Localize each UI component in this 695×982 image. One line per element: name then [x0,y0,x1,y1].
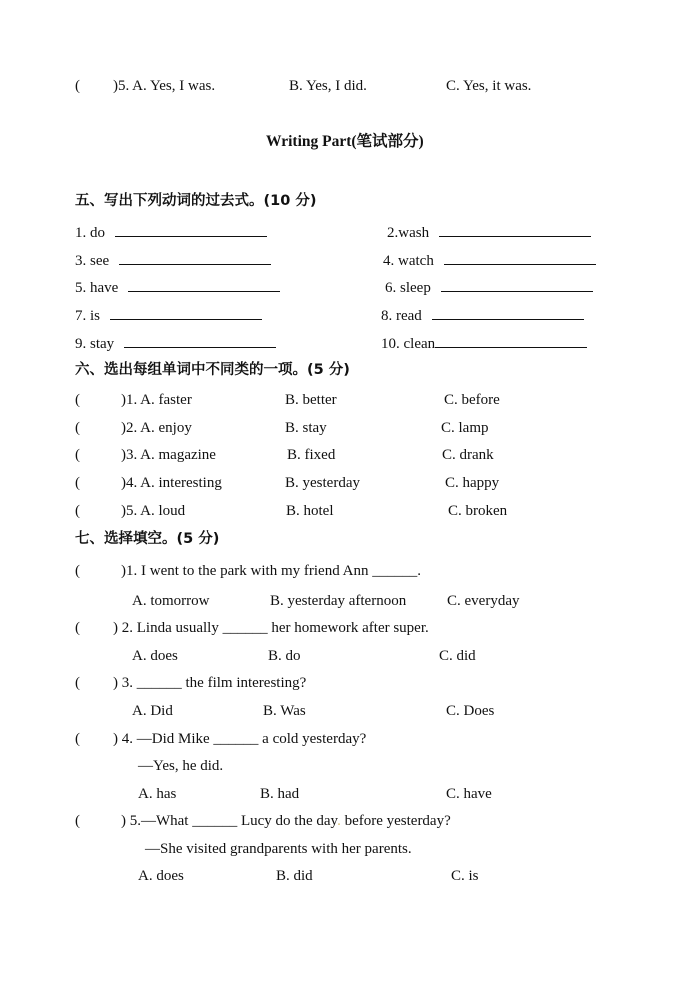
option-b: B. yesterday afternoon [270,593,407,609]
answer-blank [435,333,587,348]
option-a: A. Did [132,703,173,719]
verb-item: 2.wash [387,222,591,242]
option-b: B. stay [285,420,327,436]
answer-blank [115,222,267,237]
answer-paren: ( [75,78,80,94]
option-c: C. before [444,392,500,408]
option-b: B. fixed [287,447,336,463]
answer-blank [432,305,584,320]
writing-part-title: Writing Part(笔试部分) [266,133,424,150]
option-a: )1. A. faster [121,392,192,408]
option-b: B. Was [263,703,306,719]
answer-paren: ( [75,420,80,436]
option-c: C. did [439,648,476,664]
question-stem: )1. I went to the park with my friend Ann ______. [121,563,421,579]
answer-blank [119,250,271,265]
verb-item: 4. watch [383,250,596,270]
verb-item: 10. clean [381,333,587,353]
answer-blank [441,277,593,292]
answer-paren: ( [75,813,80,829]
option-b: B. better [285,392,337,408]
answer-blank [128,277,280,292]
option-a: )5. A. loud [121,503,186,519]
verb-item: 5. have [75,277,280,297]
answer-blank [110,305,262,320]
option-c: C. happy [445,475,500,491]
option-a: A. has [138,786,177,802]
question-stem: ) 2. Linda usually ______ her homework after super. [113,620,429,636]
option-c: C. Does [446,703,495,719]
option-c: C. have [446,786,492,802]
answer-paren: ( [75,503,80,519]
answer-paren: ( [75,731,80,747]
option-b: B. did [276,868,313,884]
question-stem: ) 5.—What ______ Lucy do the day. before yesterday? [121,813,451,829]
verb-item: 8. read [381,305,584,325]
answer-paren: ( [75,475,80,491]
answer-paren: ( [75,447,80,463]
section5-heading: 五、写出下列动词的过去式。(10 分) [75,193,317,209]
option-b: B. had [260,786,300,802]
answer-paren: ( [75,392,80,408]
answer-blank [444,250,596,265]
option-a: )4. A. interesting [121,475,222,491]
answer-paren: ( [75,620,80,636]
verb-item: 9. stay [75,333,276,353]
verb-item: 6. sleep [385,277,593,297]
answer-blank [439,222,591,237]
option-b: B. yesterday [285,475,360,491]
option-a: )2. A. enjoy [121,420,192,436]
section6-heading: 六、选出每组单词中不同类的一项。(5 分) [75,362,350,378]
option-b: B. hotel [286,503,334,519]
question-option-c: C. Yes, it was. [446,78,532,94]
question-stem: ) 4. —Did Mike ______ a cold yesterday? [113,731,367,747]
section7-heading: 七、选择填空。(5 分) [75,531,220,547]
option-b: B. do [268,648,301,664]
verb-item: 7. is [75,305,262,325]
option-a: A. does [138,868,184,884]
option-a: A. tomorrow [132,593,210,609]
option-c: C. everyday [447,593,520,609]
option-c: C. broken [448,503,508,519]
option-c: C. lamp [441,420,489,436]
option-a: A. does [132,648,178,664]
option-c: C. is [451,868,479,884]
question-stem: ) 3. ______ the film interesting? [113,675,307,691]
answer-blank [124,333,276,348]
answer-paren: ( [75,563,80,579]
option-c: C. drank [442,447,494,463]
question-option-b: B. Yes, I did. [289,78,367,94]
answer-line: —She visited grandparents with her parents. [145,841,412,857]
answer-paren: ( [75,675,80,691]
verb-item: 3. see [75,250,271,270]
option-a: )3. A. magazine [121,447,216,463]
verb-item: 1. do [75,222,267,242]
answer-line: —Yes, he did. [138,758,224,774]
question-option-a: )5. A. Yes, I was. [113,78,216,94]
